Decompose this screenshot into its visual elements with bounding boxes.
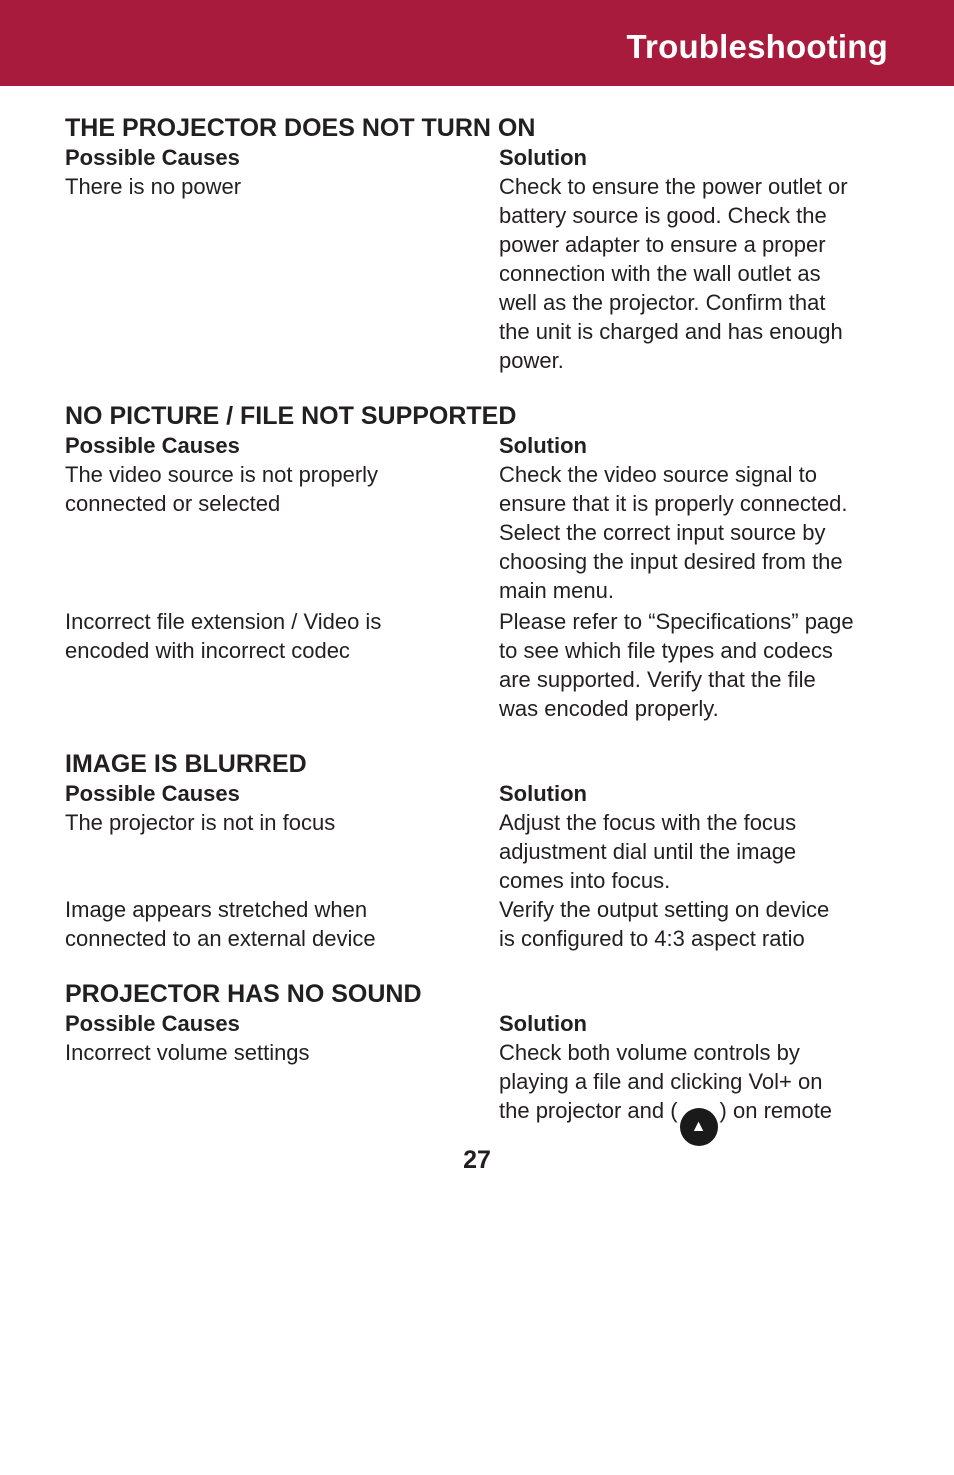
issue-row bbox=[65, 1038, 887, 1146]
section-image-blurred bbox=[65, 749, 887, 953]
solution-text: Please refer to “Specifications” page to see which file types and codecs are supported. Verify that the file was encoded properly. bbox=[499, 609, 854, 721]
section-title: THE PROJECTOR DOES NOT TURN ON bbox=[65, 114, 536, 142]
possible-causes-label: Possible Causes bbox=[65, 781, 240, 806]
section-no-sound bbox=[65, 979, 887, 1146]
troubleshooting-content bbox=[65, 113, 887, 1146]
solution-label: Solution bbox=[499, 781, 587, 806]
section-title: IMAGE IS BLURRED bbox=[65, 750, 307, 778]
solution-text: Check to ensure the power outlet or battery source is good. Check the power adapter to ensure a proper connection with the wall outlet as well as the projector. Confirm that the unit is charged and has enough power. bbox=[499, 174, 848, 373]
issue-row bbox=[65, 808, 887, 895]
solution-fragment: the projector and ( bbox=[499, 1098, 678, 1123]
column-headers bbox=[65, 432, 887, 460]
solution-text: Verify the output setting on device is configured to 4:3 aspect ratio bbox=[499, 897, 830, 951]
possible-causes-label: Possible Causes bbox=[65, 1011, 240, 1036]
header-bar bbox=[0, 0, 954, 86]
issue-row bbox=[65, 607, 887, 723]
page-title: Troubleshooting bbox=[626, 28, 888, 65]
issue-row bbox=[65, 460, 887, 605]
solution-text: Adjust the focus with the focus adjustment dial until the image comes into focus. bbox=[499, 810, 797, 893]
column-headers bbox=[65, 780, 887, 808]
solution-fragment: ) on remote bbox=[719, 1098, 833, 1123]
solution-text bbox=[499, 1038, 887, 1146]
cause-text: The projector is not in focus bbox=[65, 810, 336, 835]
solution-label: Solution bbox=[499, 1011, 587, 1036]
solution-line: Check both volume controls by bbox=[499, 1040, 800, 1065]
column-headers bbox=[65, 1010, 887, 1038]
solution-line: playing a file and clicking Vol+ on bbox=[499, 1069, 823, 1094]
cause-text: Incorrect volume settings bbox=[65, 1040, 310, 1065]
solution-label: Solution bbox=[499, 433, 587, 458]
section-title: NO PICTURE / FILE NOT SUPPORTED bbox=[65, 402, 517, 430]
up-arrow-button-icon: ▲ bbox=[680, 1108, 718, 1146]
section-title: PROJECTOR HAS NO SOUND bbox=[65, 980, 422, 1008]
solution-text: Check the video source signal to ensure that it is properly connected. Select the correct input source by choosing the input desired from the main menu. bbox=[499, 462, 848, 603]
possible-causes-label: Possible Causes bbox=[65, 145, 240, 170]
cause-text: There is no power bbox=[65, 174, 242, 199]
column-headers bbox=[65, 144, 887, 172]
issue-row bbox=[65, 172, 887, 375]
issue-row bbox=[65, 895, 887, 953]
section-no-picture bbox=[65, 401, 887, 723]
solution-line bbox=[499, 1096, 887, 1146]
section-no-power bbox=[65, 113, 887, 375]
cause-text: Image appears stretched when connected to an external device bbox=[65, 897, 376, 951]
cause-text: The video source is not properly connected or selected bbox=[65, 462, 379, 516]
solution-label: Solution bbox=[499, 145, 587, 170]
cause-text: Incorrect file extension / Video is encoded with incorrect codec bbox=[65, 609, 382, 663]
page-number: 27 bbox=[463, 1146, 491, 1174]
possible-causes-label: Possible Causes bbox=[65, 433, 240, 458]
